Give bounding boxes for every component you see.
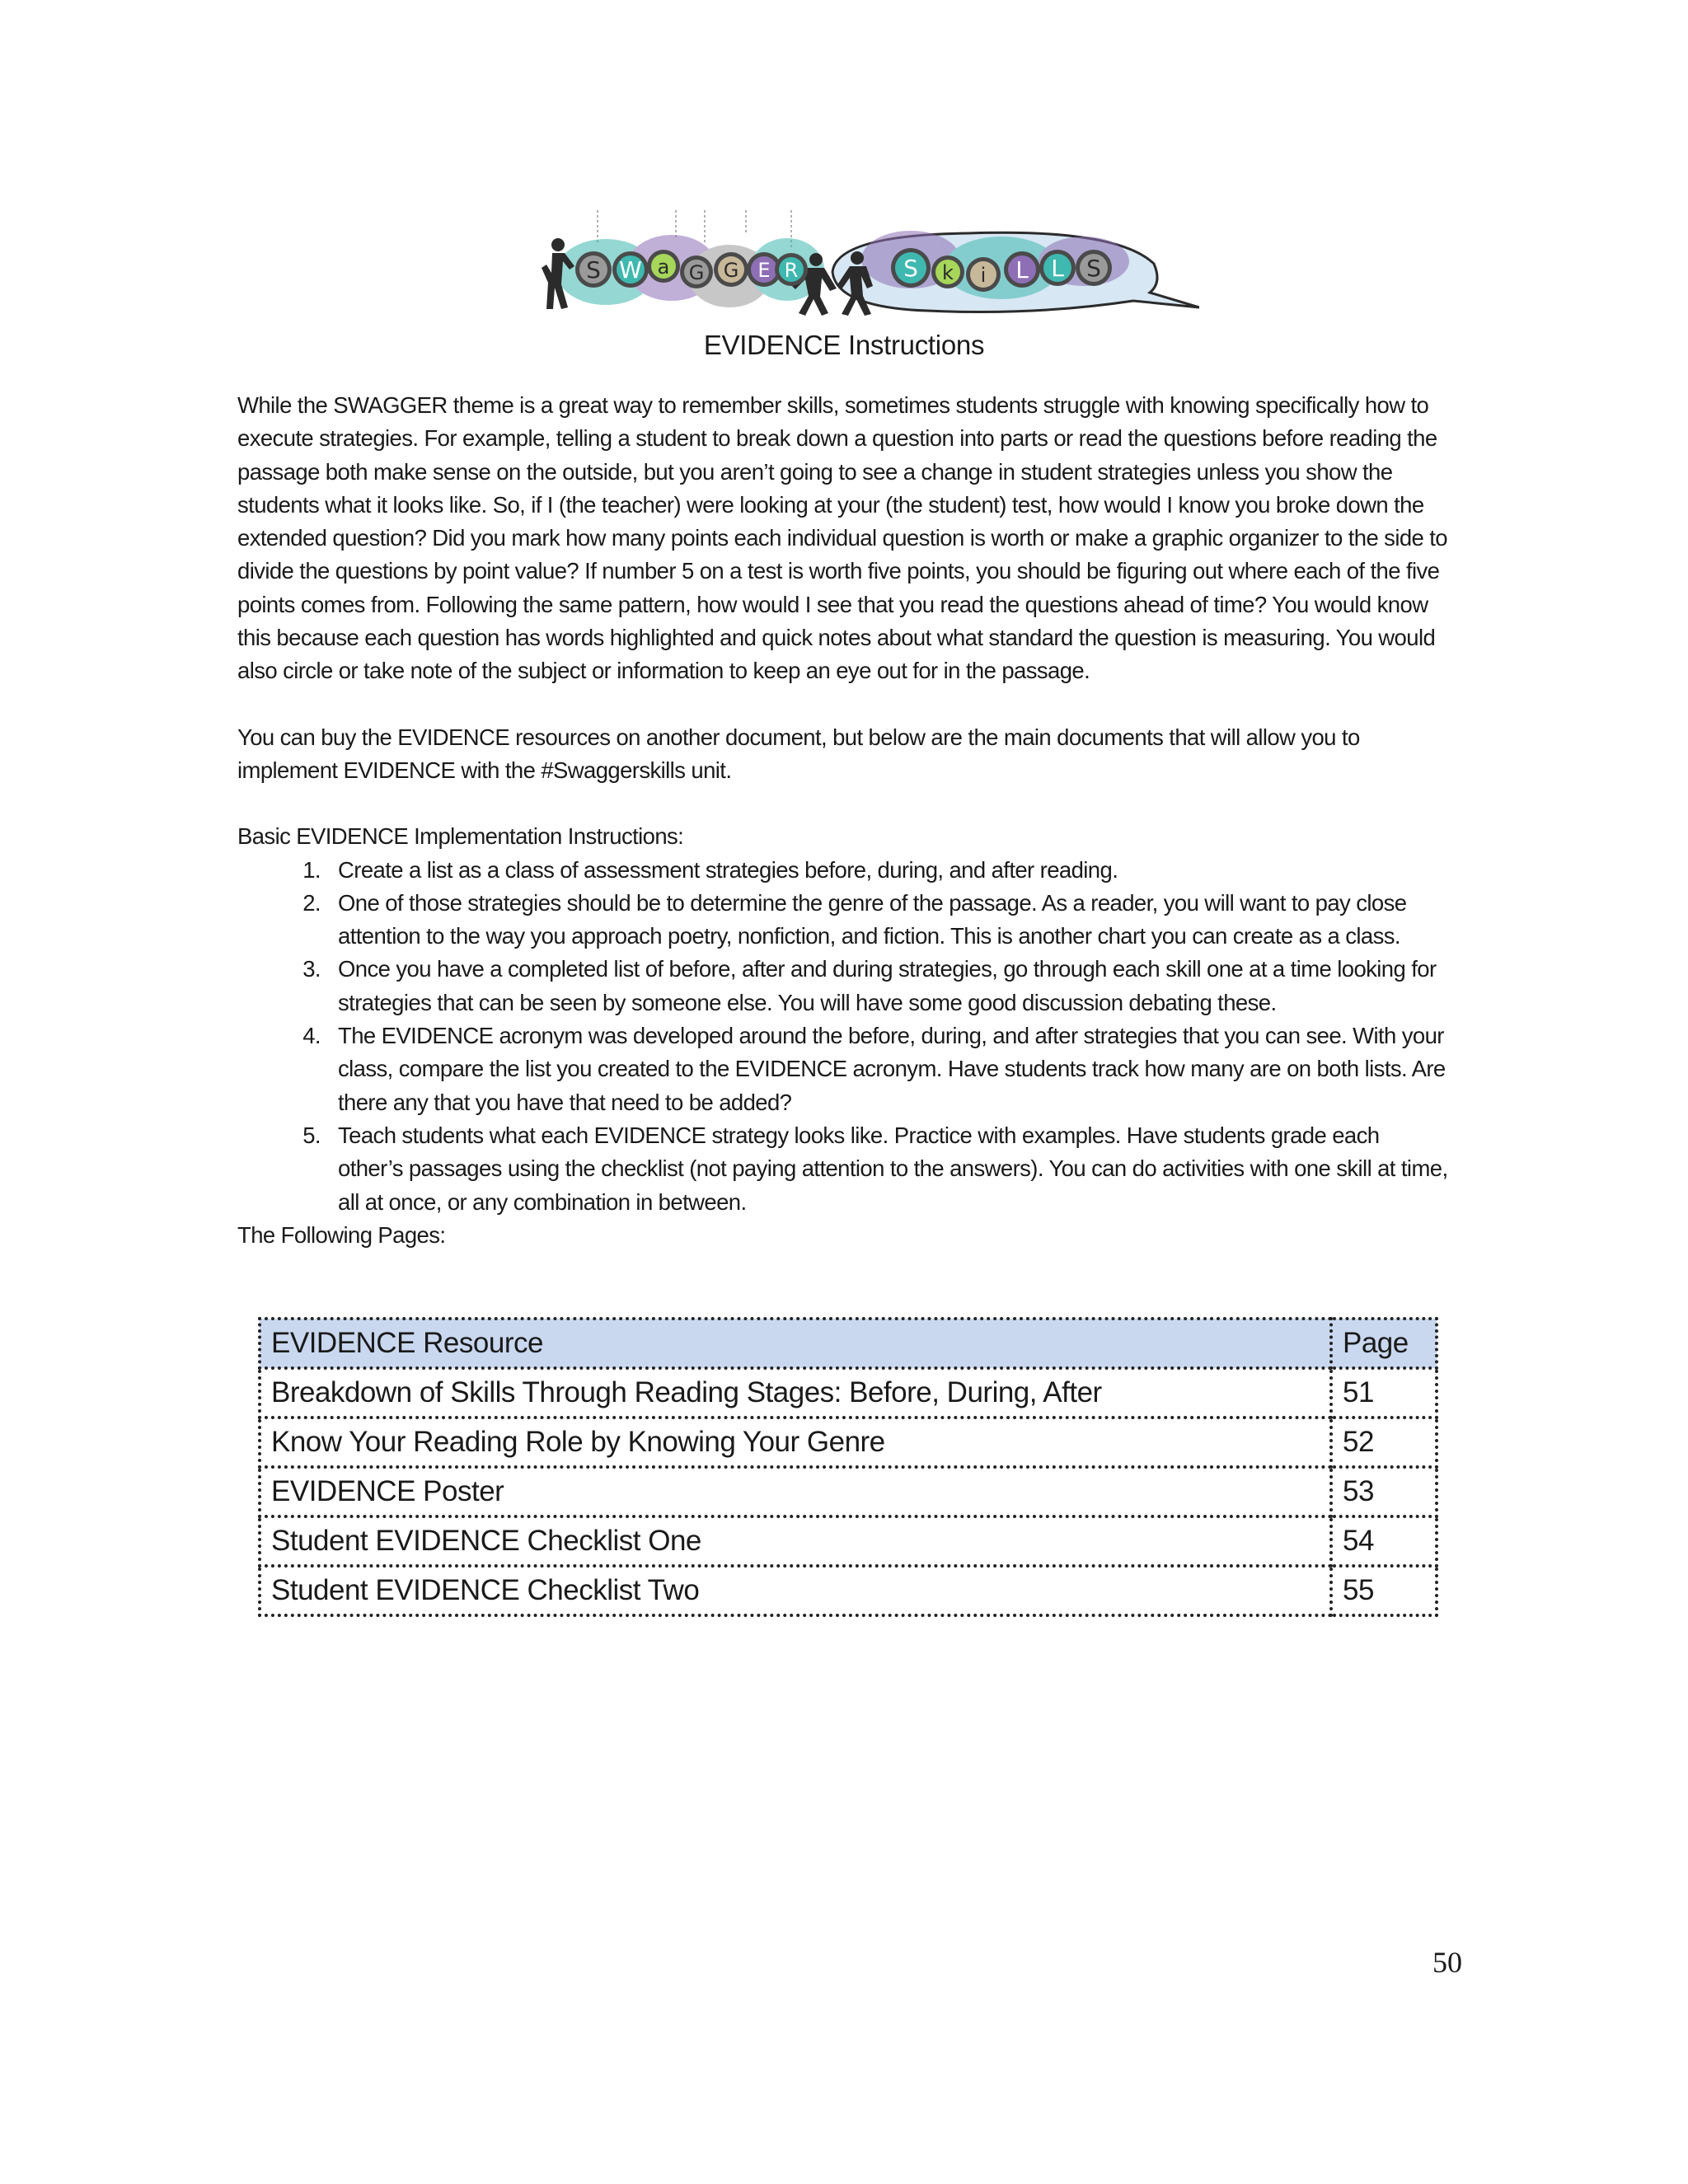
swagger-skills-logo	[540, 210, 1199, 334]
page-cell: 52	[1331, 1418, 1437, 1467]
table-row	[260, 1368, 1437, 1418]
svg-text:G: G	[688, 261, 705, 284]
table-header-row	[260, 1319, 1437, 1368]
step-item: 5. Teach students what each EVIDENCE strategy looks like. Practice with examples. Have students grade each other’s passages using the checklist (not paying attention to the answers). You can do activities with one skill at time, all at once, or any combination in between.	[326, 1119, 1449, 1219]
svg-text:L: L	[1051, 255, 1064, 282]
resource-cell: Student EVIDENCE Checklist Two	[260, 1566, 1331, 1615]
resource-cell: Breakdown of Skills Through Reading Stages: Before, During, After	[260, 1368, 1331, 1418]
page-title: EVIDENCE Instructions	[703, 330, 985, 360]
page-cell: 54	[1331, 1516, 1437, 1566]
steps-heading: Basic EVIDENCE Implementation Instructions:	[237, 823, 684, 850]
svg-text:k: k	[942, 261, 954, 284]
svg-text:W: W	[619, 256, 642, 284]
table-row	[260, 1566, 1437, 1615]
step-item: 1. Create a list as a class of assessment strategies before, during, and after reading.	[326, 854, 1449, 887]
implementation-steps	[237, 854, 1449, 1219]
svg-text:E: E	[757, 259, 771, 282]
header-resource: EVIDENCE Resource	[260, 1319, 1331, 1368]
step-item: 2. One of those strategies should be to determine the genre of the passage. As a reader, you will want to pay close attention to the way you approach poetry, nonfiction, and fiction. This is another chart you can create as a class.	[326, 887, 1449, 954]
svg-text:S: S	[903, 255, 918, 282]
logo-letter: S	[586, 256, 601, 284]
resources-paragraph: You can buy the EVIDENCE resources on another document, but below are the main documents that will allow you to implement EVIDENCE with the #Swaggerskills unit.	[237, 724, 1360, 783]
resource-cell: EVIDENCE Poster	[260, 1467, 1331, 1516]
following-heading: The Following Pages:	[237, 1221, 446, 1248]
page-cell: 51	[1331, 1368, 1437, 1418]
step-item: 4. The EVIDENCE acronym was developed around the before, during, and after strategies that you can see. With your class, compare the list you created to the EVIDENCE acronym. Have students track how many are on both lists. Are there any that you have that need to be added?	[326, 1019, 1449, 1119]
svg-text:L: L	[1015, 256, 1029, 284]
svg-text:G: G	[723, 259, 739, 282]
table-row	[260, 1467, 1437, 1516]
resource-cell: Know Your Reading Role by Knowing Your Genre	[260, 1418, 1331, 1467]
table-row	[260, 1516, 1437, 1566]
svg-text:R: R	[784, 259, 799, 282]
resource-table	[258, 1317, 1438, 1617]
table-row	[260, 1418, 1437, 1467]
step-item: 3. Once you have a completed list of before, after and during strategies, go through each skill one at a time looking for strategies that can be seen by someone else. You will have some good discussion debating these.	[326, 953, 1449, 1019]
page-number: 50	[1432, 1946, 1462, 1979]
page-cell: 55	[1331, 1566, 1437, 1615]
svg-text:a: a	[657, 255, 670, 279]
page-cell: 53	[1331, 1467, 1437, 1516]
document-body	[237, 389, 1449, 1252]
svg-text:S: S	[1086, 255, 1101, 282]
resource-cell: Student EVIDENCE Checklist One	[260, 1516, 1331, 1566]
svg-text:i: i	[980, 264, 987, 287]
intro-paragraph: While the SWAGGER theme is a great way to remember skills, sometimes students struggle with knowing specifically how to execute strategies. For example, telling a student to break down a question into parts or read the questions before reading the passage both make sense on the outside, but you aren’t going to see a change in student strategies unless you show the students what it looks like. So, if I (the teacher) were looking at your (the student) test, how would I know you broke down the extended question? Did you mark how many points each individual question is worth or make a graphic organizer to the side to divide the questions by point value? If number 5 on a test is worth five points, you should be figuring out where each of the five points comes from. Following the same pattern, how would I see that you read the questions ahead of time? You would know this because each question has words highlighted and quick notes about what standard the question is measuring. You would also circle or take note of the subject or information to keep an eye out for in the passage.	[237, 392, 1448, 684]
header-page: Page	[1331, 1319, 1437, 1368]
